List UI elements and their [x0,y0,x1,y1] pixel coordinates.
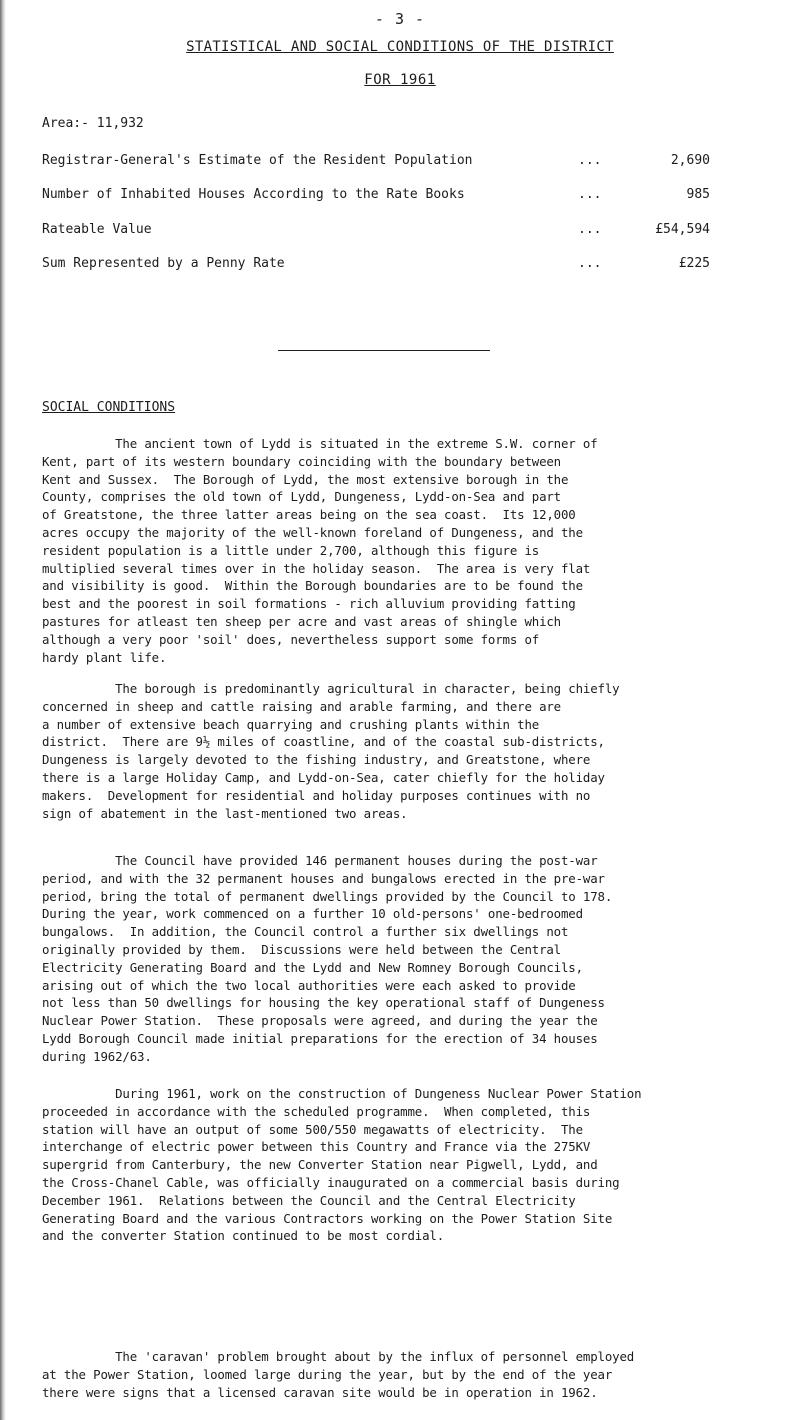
paragraph-line: concerned in sheep and cattle raising and arable farming, and there are [42,698,561,714]
paragraph-line: Kent and Sussex. The Borough of Lydd, the most extensive borough in the [42,471,569,487]
paragraph-line: acres occupy the majority of the well-known foreland of Dungeness, and the [42,524,583,540]
paragraph-line: pastures for atleast ten sheep per acre and vast areas of shingle which [42,613,561,629]
paragraph-line: Nuclear Power Station. These proposals were agreed, and during the year the [42,1013,598,1029]
paragraph-line: County, comprises the old town of Lydd, Dungeness, Lydd-on-Sea and part [42,489,561,505]
stat-row-rateable-value [42,222,762,242]
paragraph-line: The borough is predominantly agricultural in character, being chiefly [42,681,620,696]
paragraph-caravan [42,1348,768,1401]
paragraph-line: arising out of which the two local authorities were each asked to provide [42,977,576,993]
document-subtitle: FOR 1961 [364,72,436,88]
paragraph-line: and visibility is good. Within the Borough boundaries are to be found the [42,578,583,594]
paragraph-line: period, and with the 32 permanent houses and bungalows erected in the pre-war [42,870,605,886]
stat-value: 2,690 [670,153,710,168]
paragraph-housing [42,852,768,1066]
area-label: Area:- [42,116,89,131]
paragraph-power-station [42,1085,768,1245]
paragraph-line: originally provided by them. Discussions were held between the Central [42,941,561,957]
paragraph-line: district. There are 9½ miles of coastline, and of the coastal sub-districts, [42,734,605,750]
paragraph-line: not less than 50 dwellings for housing the key operational staff of Dungeness [42,995,605,1011]
paragraph-line: at the Power Station, loomed large during the year, but by the end of the year [42,1366,613,1382]
paragraph-line: December 1961. Relations between the Council and the Central Electricity [42,1192,576,1208]
paragraph-line: resident population is a little under 2,700, although this figure is [42,542,540,558]
stat-row-penny-rate [42,256,762,276]
stat-label: Registrar-General's Estimate of the Resident Population [42,153,473,168]
stat-row-houses [42,187,762,207]
paragraph-line: station will have an output of some 500/550 megawatts of electricity. The [42,1121,583,1137]
paragraph-line: supergrid from Canterbury, the new Converter Station near Pigwell, Lydd, and [42,1157,598,1173]
paragraph-line: bungalows. In addition, the Council control a further six dwellings not [42,924,569,940]
stat-dots: ... [578,222,602,237]
paragraph-line: a number of extensive beach quarrying and crushing plants within the [42,716,540,732]
paragraph-line: period, bring the total of permanent dwellings provided by the Council to 178. [42,888,613,904]
paragraph-line: The 'caravan' problem brought about by the influx of personnel employed [42,1349,635,1364]
paragraph-line: there is a large Holiday Camp, and Lydd-on-Sea, cater chiefly for the holiday [42,769,605,785]
paragraph-line: Generating Board and the various Contractors working on the Power Station Site [42,1210,613,1226]
paragraph-line: During 1961, work on the construction of Dungeness Nuclear Power Station [42,1086,642,1101]
paragraph-line: best and the poorest in soil formations - rich alluvium providing fatting [42,596,576,612]
section-heading: SOCIAL CONDITIONS [42,400,176,415]
stat-value: 985 [686,187,710,202]
area-line [42,116,144,131]
paragraph-line: there were signs that a licensed caravan site would be in operation in 1962. [42,1384,598,1400]
paragraph-line: The ancient town of Lydd is situated in the extreme S.W. corner of [42,436,598,451]
paragraph-line: Dungeness is largely devoted to the fishing industry, and Greatstone, where [42,752,591,768]
paragraph-line: multiplied several times over in the holiday season. The area is very flat [42,560,591,576]
paragraph-line: the Cross-Chanel Cable, was officially inaugurated on a commercial basis during [42,1174,620,1190]
stat-dots: ... [578,153,602,168]
paragraph-agriculture [42,680,768,822]
paragraph-line: proceeded in accordance with the scheduled programme. When completed, this [42,1103,591,1119]
document-title: STATISTICAL AND SOCIAL CONDITIONS OF THE DISTRICT [186,39,614,55]
paragraph-line: although a very poor 'soil' does, nevertheless support some forms of [42,631,540,647]
paragraph-line: Lydd Borough Council made initial preparations for the erection of 34 houses [42,1030,598,1046]
stat-label: Rateable Value [42,222,152,237]
stat-row-population [42,153,762,173]
stat-value: £225 [678,256,710,271]
stat-label: Sum Represented by a Penny Rate [42,256,285,271]
paragraph-line: and the converter Station continued to be most cordial. [42,1228,445,1244]
section-divider [278,350,490,351]
stat-label: Number of Inhabited Houses According to the Rate Books [42,187,465,202]
stat-value: £54,594 [655,222,710,237]
stat-dots: ... [578,256,602,271]
paragraph-line: interchange of electric power between this Country and France via the 275KV [42,1139,591,1155]
paragraph-line: During the year, work commenced on a further 10 old-persons' one-bedroomed [42,906,583,922]
paragraph-line: The Council have provided 146 permanent houses during the post-war [42,853,598,868]
paragraph-line: hardy plant life. [42,649,167,665]
paragraph-line: sign of abatement in the last-mentioned two areas. [42,805,408,821]
paragraph-line: during 1962/63. [42,1048,152,1064]
paragraph-line: of Greatstone, the three latter areas being on the sea coast. Its 12,000 [42,507,576,523]
paragraph-line: Electricity Generating Board and the Lydd and New Romney Borough Councils, [42,959,583,975]
area-value: 11,932 [96,116,144,131]
paragraph-location [42,435,768,666]
paragraph-line: makers. Development for residential and holiday purposes continues with no [42,787,591,803]
paragraph-line: Kent, part of its western boundary coinciding with the boundary between [42,453,561,469]
page-number: - 3 - [374,10,426,28]
stat-dots: ... [578,187,602,202]
